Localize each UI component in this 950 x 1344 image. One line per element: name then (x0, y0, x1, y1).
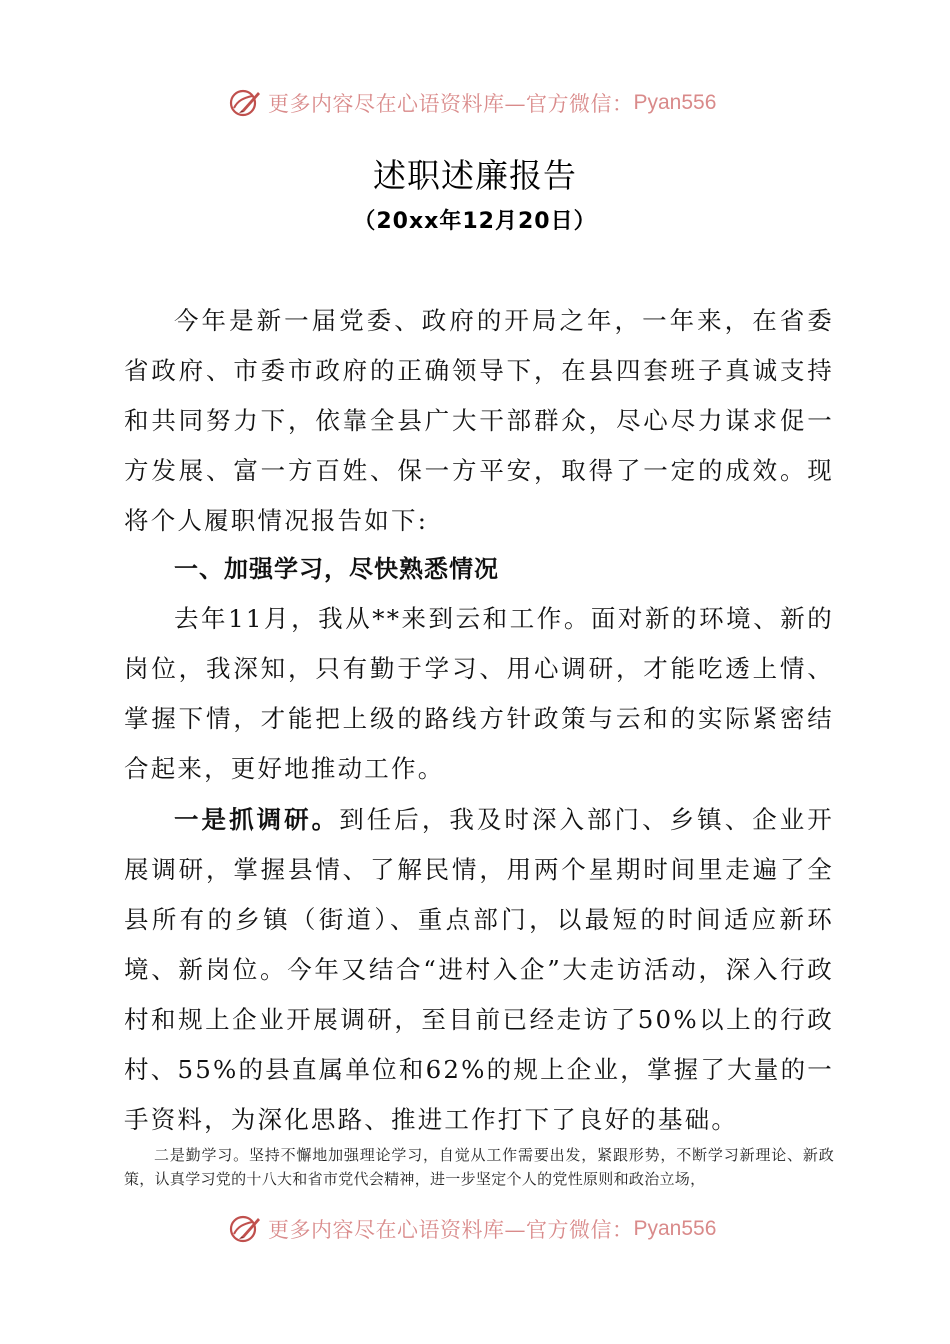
intro-paragraph: 今年是新一届党委、政府的开局之年，一年来，在省委省政府、市委市政府的正确领导下，在县四套班子真诚支持和共同努力下，依靠全县广大干部群众，尽心尽力谋求促一方发展、富一方百姓、保一方平安，取得了一定的成效。现将个人履职情况报告如下: (124, 306, 834, 535)
footer-promo-text: 更多内容尽在心语资料库—官方微信： (268, 1218, 634, 1242)
banner-promo-text: 更多内容尽在心语资料库—官方微信： (268, 92, 634, 116)
point1-text: 到任后，我及时深入部门、乡镇、企业开展调研，掌握县情、了解民情，用两个星期时间里走遍了全县所有的乡镇（街道）、重点部门，以最短的时间适应新环境、新岗位。今年又结合“进村入企”大走访活动，深入行政村和规上企业开展调研，至目前已经走访了50%以上的行政村、55%的县直属单位和62%的规上企业，掌握了大量的一手资料，为深化思路、推进工作打下了良好的基础。 (124, 805, 834, 1134)
section1-paragraph: 去年11月，我从**来到云和工作。面对新的环境、新的岗位，我深知，只有勤于学习、用心调研，才能吃透上情、掌握下情，才能把上级的路线方针政策与云和的实际紧密结合起来，更好地推动工作。 (124, 604, 834, 783)
section1-paragraph-block (124, 594, 834, 794)
point1-lead: 一是抓调研。 (174, 805, 340, 834)
header-banner (0, 83, 950, 123)
footer-banner (0, 1209, 950, 1249)
point2-paragraph: 二是勤学习。坚持不懈地加强理论学习，自觉从工作需要出发，紧跟形势，不断学习新理论、新政策，认真学习党的十八大和省市党代会精神，进一步坚定个人的党性原则和政治立场， (124, 1146, 834, 1188)
document-date: （20xx年12月20日） (353, 209, 597, 234)
point1-paragraph-block (124, 795, 834, 1145)
banner-wechat-id: Pyan556 (633, 91, 717, 114)
pen-circle-logo-icon (228, 1212, 262, 1246)
footer-wechat-id: Pyan556 (633, 1217, 717, 1240)
pen-circle-logo-icon (228, 86, 262, 120)
intro-paragraph-block (124, 296, 834, 546)
section-heading: 一、加强学习，尽快熟悉情况 (174, 555, 499, 583)
point1-paragraph (124, 795, 834, 1145)
page-title: 述职述廉报告 (373, 156, 577, 195)
